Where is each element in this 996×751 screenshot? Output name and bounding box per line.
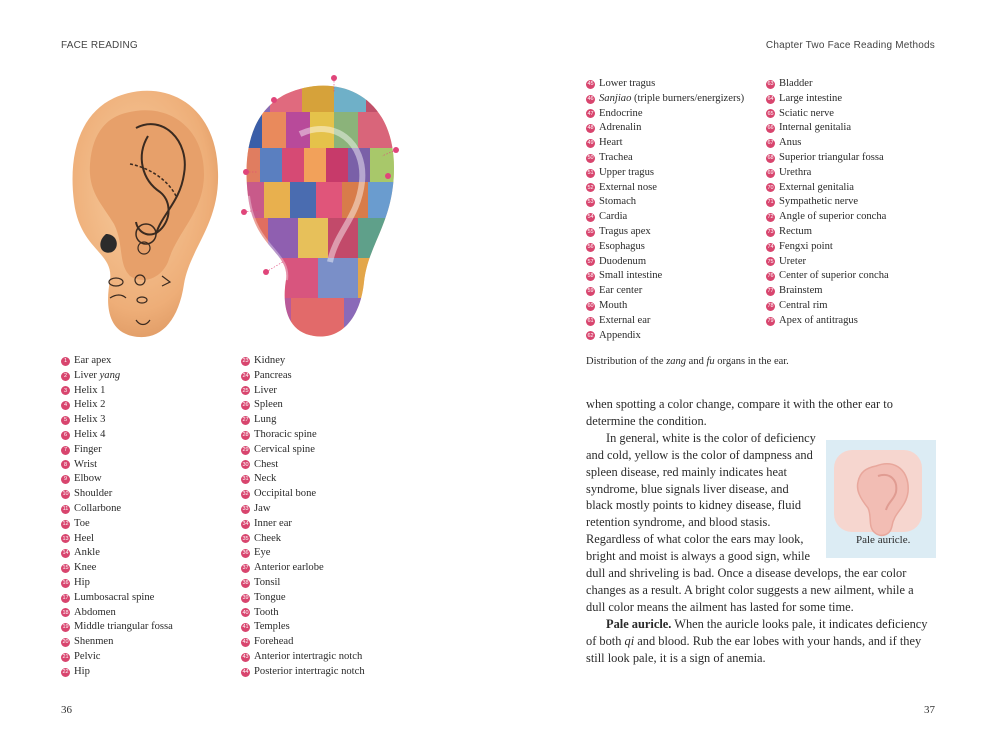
- legend-label: Mouth: [599, 299, 628, 311]
- legend-number-badge: 26: [242, 402, 249, 409]
- legend-item: [586, 195, 744, 210]
- legend-number-badge: 42: [242, 639, 249, 646]
- legend-number-badge: 64: [767, 95, 774, 102]
- legend-number-badge: 33: [242, 505, 249, 512]
- legend-number-badge: 68: [767, 154, 774, 161]
- legend-number-badge: 7: [61, 446, 70, 455]
- legend-item: [586, 92, 744, 107]
- legend-item: [61, 443, 173, 458]
- legend-label: Cardia: [599, 211, 628, 223]
- legend-label: Knee: [74, 562, 97, 574]
- legend-item: [766, 225, 889, 240]
- legend-item: [61, 472, 173, 487]
- legend-number-badge: 37: [242, 565, 249, 572]
- legend-label: Anterior intertragic notch: [254, 650, 363, 662]
- paragraph-1: when spotting a color change, compare it with the other ear to determine the condition.: [586, 397, 893, 428]
- legend-number-badge: 61: [587, 317, 594, 324]
- legend-label: Spleen: [254, 399, 283, 411]
- legend-label: Helix 1: [74, 384, 106, 396]
- legend-item: [766, 107, 889, 122]
- legend-label: Tongue: [254, 591, 286, 603]
- legend-item: [61, 532, 173, 547]
- legend-item: [61, 635, 173, 650]
- legend-item: [241, 487, 365, 502]
- legend-label: Shenmen: [74, 636, 114, 648]
- legend-label: Posterior intertragic notch: [254, 665, 365, 677]
- legend-number-badge: 51: [587, 169, 594, 176]
- legend-number-badge: 62: [587, 332, 594, 339]
- legend-column-4: [766, 77, 889, 329]
- legend-label: Eye: [254, 547, 271, 559]
- legend-label: Pancreas: [254, 369, 292, 381]
- legend-item: [241, 443, 365, 458]
- legend-number-badge: 52: [587, 184, 594, 191]
- legend-label: Thoracic spine: [254, 428, 317, 440]
- legend-label: Internal genitalia: [779, 122, 852, 134]
- legend-number-badge: 36: [242, 550, 249, 557]
- legend-number-badge: 27: [242, 417, 249, 424]
- legend-label: Pelvic: [74, 650, 101, 662]
- legend-number-badge: 10: [62, 491, 69, 498]
- legend-number-badge: 14: [62, 550, 69, 557]
- legend-label: Sanjiao (triple burners/energizers): [599, 92, 745, 104]
- legend-item: [61, 546, 173, 561]
- legend-number-badge: 63: [767, 81, 774, 87]
- legend-label: Angle of superior concha: [779, 211, 887, 223]
- legend-number-badge: 18: [62, 609, 69, 616]
- legend-label: Sciatic nerve: [779, 107, 835, 119]
- legend-number-badge: 6: [61, 431, 70, 440]
- legend-number-badge: 66: [767, 125, 774, 132]
- legend-item: [61, 502, 173, 517]
- legend-label: Anterior earlobe: [254, 562, 324, 574]
- legend-number-badge: 70: [767, 184, 774, 191]
- legend-number-badge: 74: [767, 243, 774, 250]
- legend-label: Cervical spine: [254, 443, 315, 455]
- legend-item: [241, 620, 365, 635]
- legend-label: Collarbone: [74, 502, 122, 514]
- legend-item: [766, 299, 889, 314]
- legend-number-badge: 57: [587, 258, 594, 265]
- legend-item: [61, 413, 173, 428]
- legend-number-badge: 75: [767, 258, 774, 265]
- legend-label: Bladder: [779, 78, 813, 89]
- legend-item: [586, 240, 744, 255]
- figure-caption-ear-map: Distribution of the zang and fu organs in the ear.: [586, 356, 789, 367]
- legend-number-badge: 29: [242, 446, 249, 453]
- legend-item: [241, 502, 365, 517]
- legend-label: Finger: [74, 443, 102, 455]
- legend-item: [766, 121, 889, 136]
- legend-item: [766, 255, 889, 270]
- legend-label: Hip: [74, 665, 90, 677]
- legend-item: [766, 210, 889, 225]
- legend-item: [61, 369, 173, 384]
- legend-number-badge: 41: [242, 624, 249, 631]
- legend-label: Jaw: [254, 502, 271, 514]
- legend-label: Hip: [74, 576, 90, 588]
- legend-item: [586, 269, 744, 284]
- legend-number-badge: 58: [587, 273, 594, 280]
- legend-label: Inner ear: [254, 517, 292, 529]
- legend-label: Chest: [254, 458, 279, 470]
- legend-number-badge: 11: [62, 505, 69, 512]
- legend-item: [61, 561, 173, 576]
- legend-number-badge: 5: [61, 416, 70, 425]
- legend-label: Adrenalin: [599, 122, 642, 134]
- legend-item: [241, 635, 365, 650]
- legend-item: [241, 561, 365, 576]
- legend-item: [586, 210, 744, 225]
- legend-number-badge: 9: [61, 475, 70, 484]
- legend-item: [766, 136, 889, 151]
- legend-label: Cheek: [254, 532, 282, 544]
- legend-number-badge: 12: [62, 520, 69, 527]
- legend-item: [241, 413, 365, 428]
- legend-number-badge: 73: [767, 228, 774, 235]
- legend-item: [766, 269, 889, 284]
- legend-label: Helix 3: [74, 414, 106, 426]
- legend-label: Tonsil: [254, 576, 281, 588]
- body-text: [586, 396, 934, 667]
- running-header-left: FACE READING: [61, 40, 138, 51]
- running-header-right: Chapter Two Face Reading Methods: [765, 40, 935, 51]
- legend-label: Temples: [254, 621, 290, 633]
- legend-label: Forehead: [254, 636, 294, 648]
- legend-number-badge: 79: [767, 317, 774, 324]
- legend-item: [61, 650, 173, 665]
- legend-label: Ureter: [779, 255, 807, 267]
- legend-label: Rectum: [779, 225, 812, 237]
- legend-label: Helix 4: [74, 428, 106, 440]
- paragraph-2: Pale auricle. In general, white is the color of deficiency and cold, yellow is the color of dampness and spleen disease, red mainly indicates heat syndrome, blue signals liver disease, and black mostly points to kidney disease, fluid retention syndrome, and blood stasis. Regardless of what color the ears may look, bright and moist is always a good sign, while dull and shriveling is bad. Once a disease develops, the ear color changes as a result. A bright color suggests a new ailment, while a dull color means the ailment has lasted for some time.: [586, 430, 934, 616]
- legend-number-badge: 3: [61, 386, 70, 395]
- legend-number-badge: 30: [242, 461, 249, 468]
- legend-label: Tooth: [254, 606, 279, 618]
- legend-number-badge: 45: [587, 81, 594, 87]
- legend-label: Middle triangular fossa: [74, 621, 173, 633]
- legend-label: Wrist: [74, 458, 98, 470]
- legend-label: Brainstem: [779, 285, 823, 297]
- legend-number-badge: 38: [242, 579, 249, 586]
- ear-fetus-illustration: [66, 84, 226, 346]
- legend-item: [241, 458, 365, 473]
- legend-item: [61, 517, 173, 532]
- legend-item: [766, 240, 889, 255]
- legend-item: [241, 532, 365, 547]
- legend-number-badge: 20: [62, 639, 69, 646]
- legend-label: Neck: [254, 473, 277, 485]
- legend-item: [586, 329, 744, 344]
- legend-label: Heart: [599, 137, 623, 149]
- legend-number-badge: 17: [62, 594, 69, 601]
- legend-number-badge: 16: [62, 579, 69, 586]
- legend-number-badge: 60: [587, 302, 594, 309]
- legend-item: [766, 195, 889, 210]
- legend-label: Upper tragus: [599, 166, 655, 178]
- legend-label: Shoulder: [74, 488, 113, 500]
- legend-label: External ear: [599, 314, 651, 326]
- legend-item: [766, 284, 889, 299]
- legend-number-badge: 69: [767, 169, 774, 176]
- legend-item: [586, 181, 744, 196]
- ear-zone-map-illustration: [238, 72, 403, 344]
- legend-column-2: [241, 354, 365, 680]
- legend-label: Helix 2: [74, 399, 106, 411]
- legend-number-badge: 43: [242, 653, 249, 660]
- legend-item: [766, 181, 889, 196]
- legend-item: [61, 576, 173, 591]
- legend-item: [241, 369, 365, 384]
- legend-number-badge: 39: [242, 594, 249, 601]
- legend-item: [61, 620, 173, 635]
- legend-item: [241, 650, 365, 665]
- legend-item: [241, 472, 365, 487]
- legend-number-badge: 65: [767, 110, 774, 117]
- pale-auricle-caption: Pale auricle.: [856, 533, 911, 546]
- legend-number-badge: 47: [587, 110, 594, 117]
- legend-item: [241, 384, 365, 399]
- page-number-right: 37: [924, 704, 935, 716]
- legend-label: Apex of antitragus: [779, 314, 858, 326]
- legend-number-badge: 76: [767, 273, 774, 280]
- legend-number-badge: 1: [61, 357, 70, 366]
- legend-item: [61, 591, 173, 606]
- legend-label: Center of superior concha: [779, 270, 889, 282]
- legend-label: Lung: [254, 414, 277, 426]
- legend-item: [241, 428, 365, 443]
- legend-label: Urethra: [779, 166, 812, 178]
- legend-number-badge: 40: [242, 609, 249, 616]
- legend-item: [586, 166, 744, 181]
- legend-item: [61, 398, 173, 413]
- legend-number-badge: 53: [587, 199, 594, 206]
- legend-number-badge: 59: [587, 288, 594, 295]
- legend-item: [766, 314, 889, 329]
- legend-item: [586, 255, 744, 270]
- legend-item: [586, 121, 744, 136]
- legend-number-badge: 28: [242, 431, 249, 438]
- legend-item: [241, 517, 365, 532]
- legend-label: Occipital bone: [254, 488, 317, 500]
- legend-label: Duodenum: [599, 255, 647, 267]
- legend-label: Central rim: [779, 299, 828, 311]
- legend-item: [766, 92, 889, 107]
- legend-item: [241, 665, 365, 680]
- legend-column-3: [586, 77, 744, 343]
- legend-label: Elbow: [74, 473, 102, 485]
- legend-label: Superior triangular fossa: [779, 151, 884, 163]
- legend-item: [766, 151, 889, 166]
- legend-item: [61, 384, 173, 399]
- legend-number-badge: 34: [242, 520, 249, 527]
- legend-number-badge: 23: [242, 358, 249, 364]
- legend-item: [61, 428, 173, 443]
- legend-item: [61, 606, 173, 621]
- legend-item: [586, 225, 744, 240]
- legend-item: [586, 107, 744, 122]
- legend-item: [61, 665, 173, 680]
- legend-number-badge: 21: [62, 653, 69, 660]
- legend-label: Esophagus: [599, 240, 645, 252]
- legend-label: Ear apex: [74, 355, 112, 366]
- legend-label: Liver yang: [74, 369, 121, 381]
- legend-item: [766, 166, 889, 181]
- legend-item: [61, 354, 173, 369]
- legend-number-badge: 31: [242, 476, 249, 483]
- pale-auricle-figure: [826, 440, 936, 558]
- legend-label: Endocrine: [599, 107, 643, 119]
- legend-item: [586, 314, 744, 329]
- legend-label: Stomach: [599, 196, 637, 208]
- legend-number-badge: 54: [587, 214, 594, 221]
- legend-number-badge: 8: [61, 460, 70, 469]
- legend-number-badge: 50: [587, 154, 594, 161]
- legend-label: Ankle: [74, 547, 100, 559]
- legend-item: [241, 576, 365, 591]
- legend-number-badge: 2: [61, 372, 70, 381]
- paragraph-3: Pale auricle. When the auricle looks pale, it indicates deficiency of both qi and blood. Rub the ear lobes with your hands, and if they still look pale, it is a sign of anemia.: [586, 616, 928, 665]
- legend-label: Appendix: [599, 329, 641, 341]
- legend-label: Abdomen: [74, 606, 116, 618]
- legend-number-badge: 44: [242, 668, 249, 675]
- legend-label: Fengxi point: [779, 240, 833, 252]
- legend-number-badge: 67: [767, 140, 774, 147]
- legend-number-badge: 56: [587, 243, 594, 250]
- legend-number-badge: 48: [587, 125, 594, 132]
- legend-number-badge: 35: [242, 535, 249, 542]
- legend-label: Toe: [74, 517, 90, 529]
- legend-label: Lumbosacral spine: [74, 591, 155, 603]
- legend-item: [61, 487, 173, 502]
- legend-number-badge: 24: [242, 372, 249, 379]
- legend-label: External genitalia: [779, 181, 855, 193]
- legend-item: [766, 77, 889, 92]
- legend-number-badge: 46: [587, 95, 594, 102]
- legend-label: Trachea: [599, 151, 633, 163]
- legend-label: Anus: [779, 137, 802, 149]
- legend-item: [241, 354, 365, 369]
- legend-number-badge: 15: [62, 565, 69, 572]
- legend-label: Liver: [254, 384, 277, 396]
- legend-number-badge: 32: [242, 491, 249, 498]
- legend-item: [241, 591, 365, 606]
- legend-label: Kidney: [254, 355, 286, 366]
- legend-item: [241, 398, 365, 413]
- legend-number-badge: 25: [242, 387, 249, 394]
- legend-item: [61, 458, 173, 473]
- legend-label: Tragus apex: [599, 225, 651, 237]
- legend-number-badge: 55: [587, 228, 594, 235]
- legend-label: Lower tragus: [599, 78, 656, 89]
- legend-column-1: [61, 354, 173, 680]
- legend-number-badge: 78: [767, 302, 774, 309]
- legend-label: Small intestine: [599, 270, 663, 282]
- legend-number-badge: 22: [62, 668, 69, 675]
- legend-item: [586, 284, 744, 299]
- legend-item: [586, 299, 744, 314]
- legend-label: Large intestine: [779, 92, 843, 104]
- legend-label: Ear center: [599, 285, 643, 297]
- legend-label: Heel: [74, 532, 94, 544]
- legend-number-badge: 49: [587, 140, 594, 147]
- legend-item: [586, 136, 744, 151]
- legend-item: [241, 606, 365, 621]
- legend-label: Sympathetic nerve: [779, 196, 859, 208]
- legend-item: [241, 546, 365, 561]
- legend-number-badge: 77: [767, 288, 774, 295]
- legend-number-badge: 13: [62, 535, 69, 542]
- legend-number-badge: 72: [767, 214, 774, 221]
- page-number-left: 36: [61, 704, 72, 716]
- legend-number-badge: 71: [767, 199, 774, 206]
- legend-number-badge: 4: [61, 401, 70, 410]
- legend-item: [586, 77, 744, 92]
- legend-number-badge: 19: [62, 624, 69, 631]
- legend-item: [586, 151, 744, 166]
- legend-label: External nose: [599, 181, 657, 193]
